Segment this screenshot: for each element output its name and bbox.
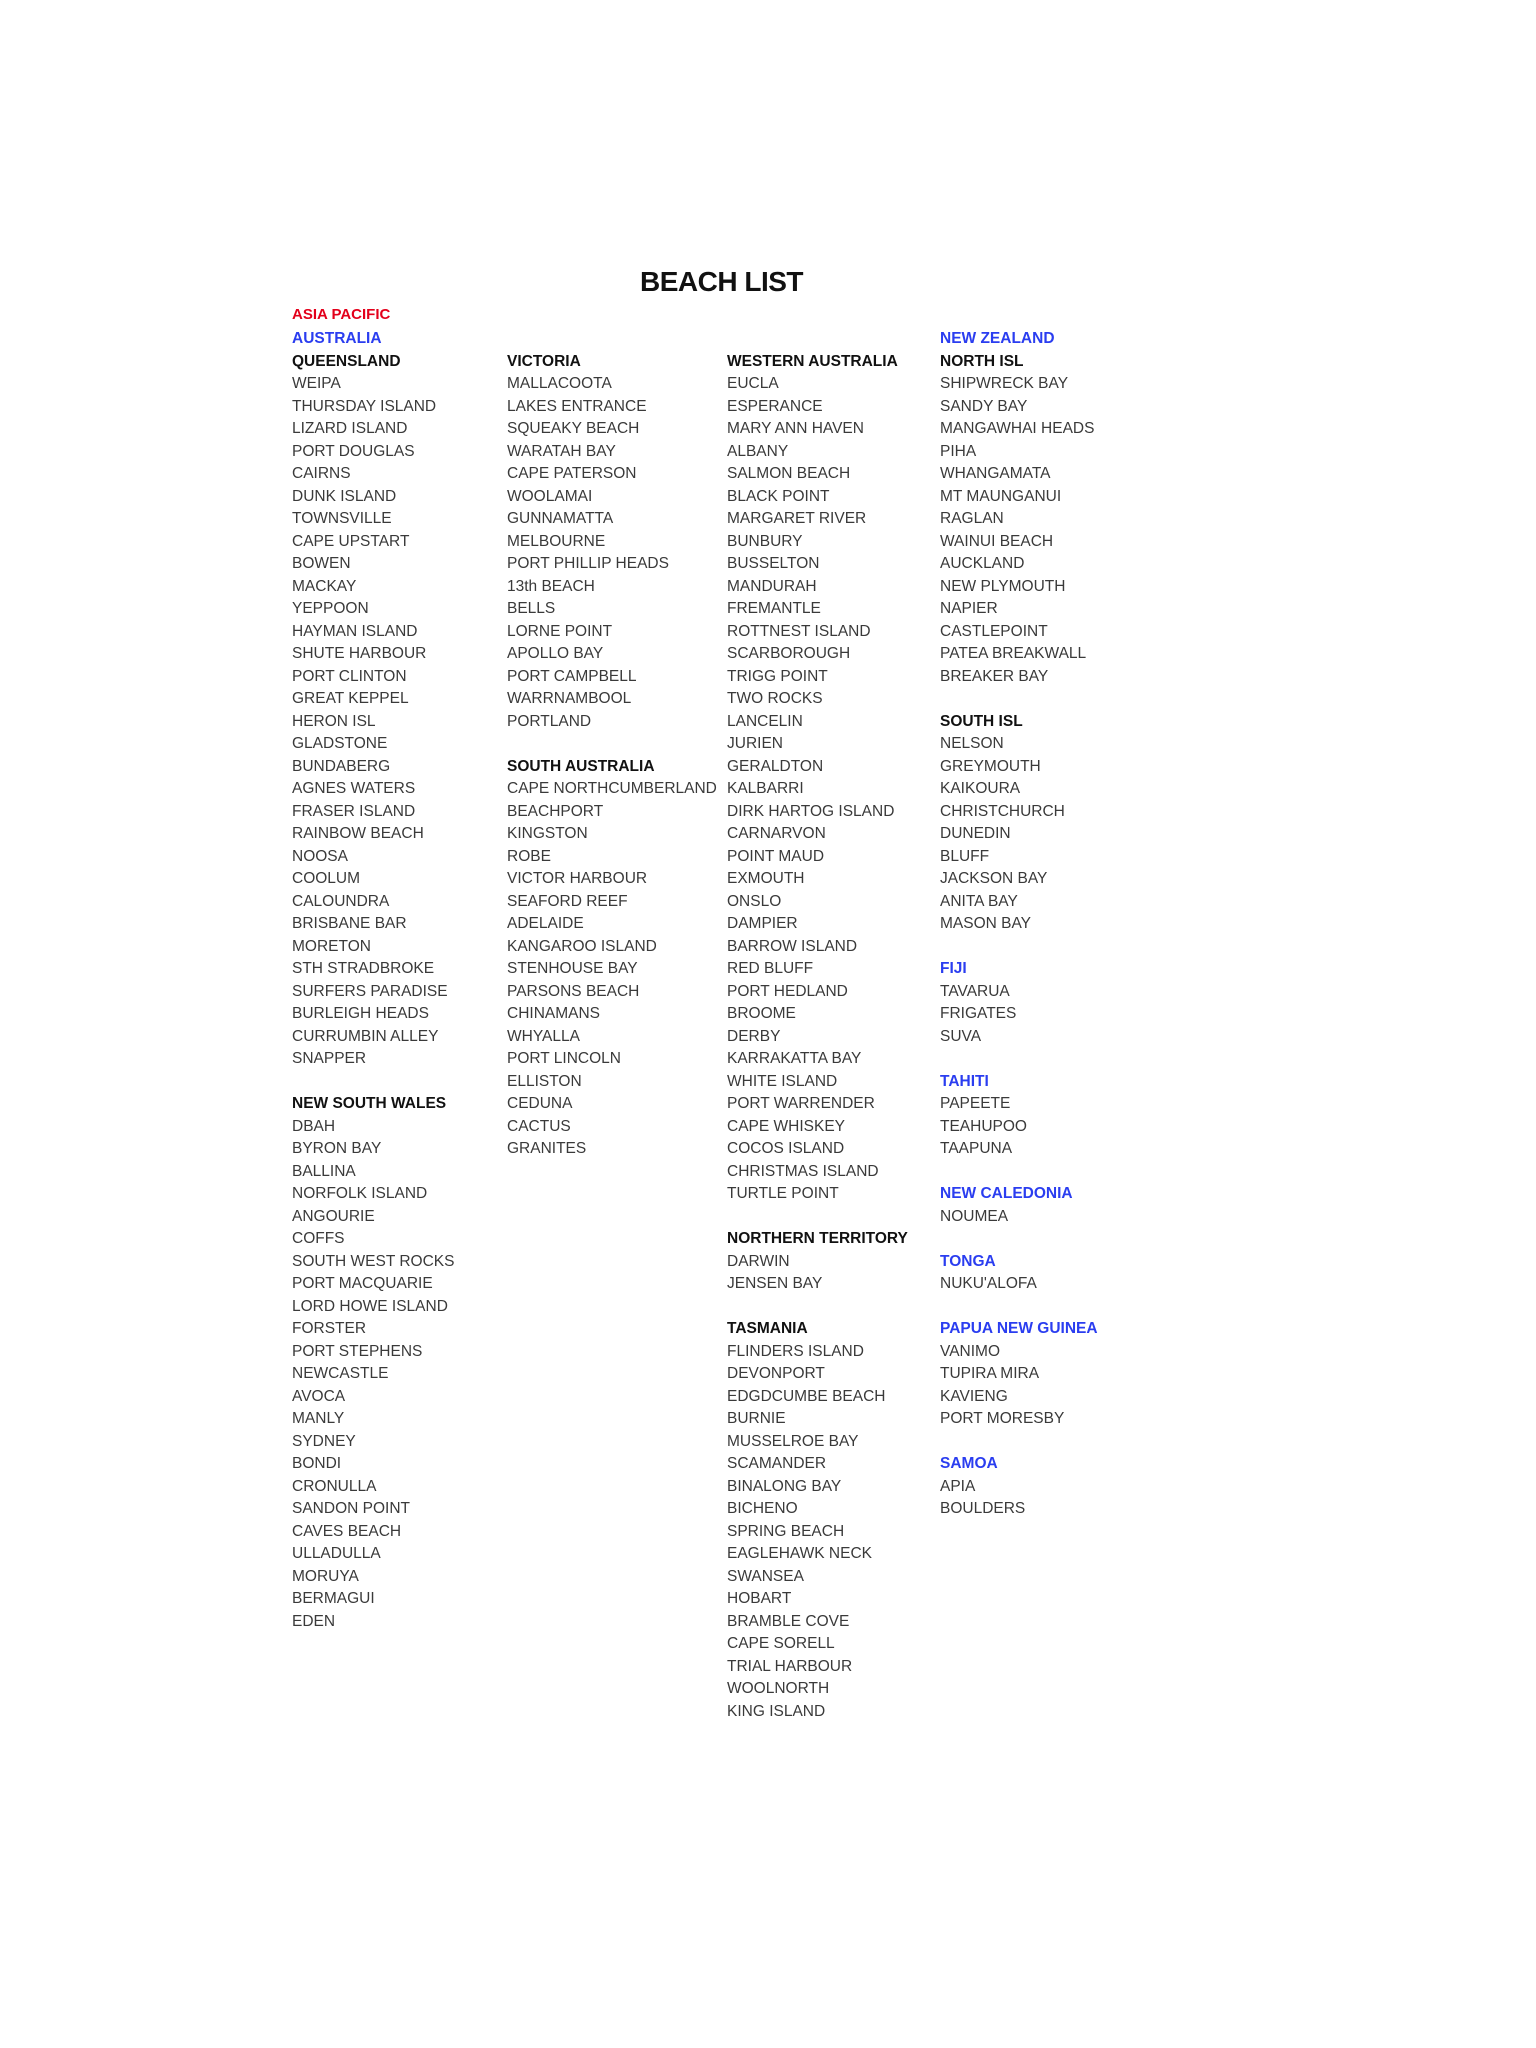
beach-item: TAAPUNA [940, 1140, 1013, 1157]
beach-item: LANCELIN [727, 712, 803, 730]
beach-item: HAYMAN ISLAND [292, 622, 418, 640]
beach-item: BLUFF [940, 847, 990, 865]
beach-item: AGNES WATERS [292, 780, 416, 797]
beach-item: BERMAGUI [292, 1590, 375, 1607]
beach-item: JACKSON BAY [940, 870, 1048, 887]
section-heading: TONGA [940, 1252, 996, 1270]
beach-item: EXMOUTH [727, 870, 805, 887]
beach-item: FRIGATES [940, 1005, 1017, 1022]
beach-item: CAPE WHISKEY [727, 1117, 845, 1135]
beach-item: MANDURAH [727, 577, 817, 595]
beach-item: SANDON POINT [292, 1500, 410, 1517]
beach-item: EAGLEHAWK NECK [727, 1545, 872, 1562]
beach-item: ANITA BAY [940, 892, 1018, 910]
section-heading: TASMANIA [727, 1320, 808, 1337]
beach-item: NUKU'ALOFA [940, 1275, 1037, 1292]
beach-item: HERON ISL [292, 712, 376, 730]
beach-item: DARWIN [727, 1252, 790, 1270]
beach-item: PORT MACQUARIE [292, 1275, 433, 1292]
beach-item: NEWCASTLE [292, 1365, 389, 1382]
section-gap [727, 1296, 908, 1319]
section-heading: SOUTH AUSTRALIA [507, 757, 655, 775]
beach-item: PORT PHILLIP HEADS [507, 555, 669, 572]
beach-item: KANGAROO ISLAND [507, 937, 657, 955]
beach-item: LIZARD ISLAND [292, 420, 408, 437]
beach-item: VANIMO [940, 1342, 1000, 1360]
beach-item: KINGSTON [507, 825, 588, 842]
beach-item: RED BLUFF [727, 960, 814, 977]
beach-item: ELLISTON [507, 1072, 582, 1090]
beach-item: TAVARUA [940, 982, 1010, 1000]
beach-item: BEACHPORT [507, 802, 604, 820]
beach-item: SUVA [940, 1027, 982, 1045]
beach-item: MUSSELROE BAY [727, 1432, 859, 1450]
beach-item: CARNARVON [727, 825, 826, 842]
beach-item: POINT MAUD [727, 847, 825, 865]
beach-item: CACTUS [507, 1117, 571, 1135]
section-gap [940, 1161, 1098, 1184]
beach-item: GREYMOUTH [940, 757, 1041, 775]
beach-item: NAPIER [940, 600, 998, 617]
beach-item: WOOLAMAI [507, 487, 593, 505]
beach-item: GUNNAMATTA [507, 510, 614, 527]
section-gap [940, 936, 1098, 959]
beach-item: BOULDERS [940, 1500, 1026, 1517]
section-heading: FIJI [940, 960, 967, 977]
beach-item: BLACK POINT [727, 487, 830, 505]
section-heading: NORTH ISL [940, 352, 1024, 370]
section-heading: NEW ZEALAND [940, 330, 1055, 347]
heading-spacer [727, 328, 908, 351]
section-heading: QUEENSLAND [292, 352, 401, 370]
beach-item: BROOME [727, 1005, 796, 1022]
beach-item: COFFS [292, 1230, 345, 1247]
beach-item: PORT HEDLAND [727, 982, 848, 1000]
beach-item: ROTTNEST ISLAND [727, 622, 871, 640]
beach-item: MACKAY [292, 577, 357, 595]
beach-item: NOUMEA [940, 1207, 1009, 1225]
beach-item: SCAMANDER [727, 1455, 827, 1472]
beach-item: GREAT KEPPEL [292, 690, 409, 707]
beach-column-4 [940, 328, 1098, 1521]
beach-item: DAMPIER [727, 915, 798, 932]
beach-item: SPRING BEACH [727, 1522, 845, 1540]
section-heading: NEW SOUTH WALES [292, 1095, 447, 1112]
beach-item: HOBART [727, 1590, 792, 1607]
beach-item: BRISBANE BAR [292, 915, 407, 932]
beach-item: MELBOURNE [507, 532, 606, 550]
beach-item: NORFOLK ISLAND [292, 1185, 428, 1202]
beach-item: AUCKLAND [940, 555, 1025, 572]
beach-item: BOWEN [292, 555, 351, 572]
beach-item: KARRAKATTA BAY [727, 1050, 862, 1067]
region-heading: ASIA PACIFIC [292, 306, 391, 323]
beach-item: PATEA BREAKWALL [940, 645, 1087, 662]
beach-item: SQUEAKY BEACH [507, 420, 640, 437]
beach-item: FRASER ISLAND [292, 802, 416, 820]
beach-item: EUCLA [727, 375, 779, 392]
beach-item: TURTLE POINT [727, 1185, 839, 1202]
beach-item: CAPE PATERSON [507, 465, 637, 482]
beach-column-2 [507, 328, 717, 1161]
beach-item: DUNK ISLAND [292, 487, 397, 505]
beach-item: BUNBURY [727, 532, 803, 550]
beach-item: MANGAWHAI HEADS [940, 420, 1095, 437]
beach-item: WHANGAMATA [940, 465, 1051, 482]
beach-item: DBAH [292, 1117, 336, 1135]
section-heading: AUSTRALIA [292, 330, 382, 347]
beach-item: PORT WARRENDER [727, 1095, 875, 1112]
beach-item: PORT CAMPBELL [507, 667, 637, 685]
beach-item: SCARBOROUGH [727, 645, 851, 662]
beach-item: DIRK HARTOG ISLAND [727, 802, 895, 820]
beach-item: SHUTE HARBOUR [292, 645, 427, 662]
beach-item: PARSONS BEACH [507, 982, 640, 1000]
beach-item: BYRON BAY [292, 1140, 382, 1157]
beach-item: JENSEN BAY [727, 1275, 823, 1292]
beach-item: COCOS ISLAND [727, 1140, 845, 1157]
beach-item: GLADSTONE [292, 735, 388, 752]
beach-item: WARATAH BAY [507, 442, 616, 460]
beach-item: MANLY [292, 1410, 345, 1427]
beach-item: BELLS [507, 600, 556, 617]
beach-item: TWO ROCKS [727, 690, 823, 707]
beach-item: DUNEDIN [940, 825, 1011, 842]
section-gap [727, 1206, 908, 1229]
beach-item: LORNE POINT [507, 622, 613, 640]
beach-item: APIA [940, 1477, 976, 1495]
beach-item: BONDI [292, 1455, 342, 1472]
beach-item: AVOCA [292, 1387, 346, 1405]
beach-item: WOOLNORTH [727, 1680, 830, 1697]
section-heading: SOUTH ISL [940, 712, 1023, 730]
beach-item: BUNDABERG [292, 757, 391, 775]
beach-item: GERALDTON [727, 757, 824, 775]
beach-item: CHRISTMAS ISLAND [727, 1162, 879, 1180]
beach-item: WEIPA [292, 375, 341, 392]
beach-item: 13th BEACH [507, 577, 595, 595]
heading-spacer [507, 328, 717, 351]
beach-item: BURLEIGH HEADS [292, 1005, 429, 1022]
section-gap [940, 1228, 1098, 1251]
beach-item: PORT STEPHENS [292, 1342, 423, 1360]
beach-item: STH STRADBROKE [292, 960, 435, 977]
beach-item: BUSSELTON [727, 555, 820, 572]
section-heading: VICTORIA [507, 352, 581, 370]
beach-item: MORUYA [292, 1567, 359, 1585]
beach-item: MT MAUNGANUI [940, 487, 1062, 505]
beach-item: CURRUMBIN ALLEY [292, 1027, 439, 1045]
beach-item: WHYALLA [507, 1027, 580, 1045]
beach-item: SEAFORD REEF [507, 892, 628, 910]
beach-item: PORT MORESBY [940, 1410, 1065, 1427]
beach-item: PORT CLINTON [292, 667, 407, 685]
beach-item: BICHENO [727, 1500, 798, 1517]
beach-item: LAKES ENTRANCE [507, 397, 647, 415]
beach-item: NEW PLYMOUTH [940, 577, 1066, 595]
beach-item: CAPE NORTHCUMBERLAND [507, 780, 717, 797]
beach-item: SALMON BEACH [727, 465, 851, 482]
beach-item: CHRISTCHURCH [940, 802, 1065, 820]
section-heading: SAMOA [940, 1455, 998, 1472]
beach-item: STENHOUSE BAY [507, 960, 638, 977]
beach-item: ROBE [507, 847, 551, 865]
beach-item: SOUTH WEST ROCKS [292, 1252, 455, 1270]
beach-item: DERBY [727, 1027, 781, 1045]
beach-item: BRAMBLE COVE [727, 1612, 850, 1630]
beach-item: KAIKOURA [940, 780, 1021, 797]
beach-item: EDEN [292, 1612, 336, 1630]
beach-item: CAPE SORELL [727, 1635, 835, 1652]
section-gap [940, 1431, 1098, 1454]
beach-item: CRONULLA [292, 1477, 377, 1495]
beach-item: EDGDCUMBE BEACH [727, 1387, 886, 1405]
beach-item: RAINBOW BEACH [292, 825, 424, 842]
section-gap [940, 1048, 1098, 1071]
beach-item: LORD HOWE ISLAND [292, 1297, 448, 1315]
beach-item: TOWNSVILLE [292, 510, 392, 527]
beach-item: MARGARET RIVER [727, 510, 867, 527]
section-gap [940, 688, 1098, 711]
beach-item: TRIAL HARBOUR [727, 1657, 853, 1675]
beach-item: ESPERANCE [727, 397, 823, 415]
beach-item: KALBARRI [727, 780, 804, 797]
beach-item: SNAPPER [292, 1050, 367, 1067]
beach-item: BARROW ISLAND [727, 937, 858, 955]
beach-item: TUPIRA MIRA [940, 1365, 1040, 1382]
beach-item: BURNIE [727, 1410, 786, 1427]
beach-item: SWANSEA [727, 1567, 804, 1585]
beach-item: SURFERS PARADISE [292, 982, 448, 1000]
beach-item: ALBANY [727, 442, 789, 460]
beach-item: PORT DOUGLAS [292, 442, 415, 460]
beach-item: KAVIENG [940, 1387, 1008, 1405]
beach-item: RAGLAN [940, 510, 1004, 527]
beach-item: MORETON [292, 937, 371, 955]
beach-item: CAVES BEACH [292, 1522, 402, 1540]
beach-item: CEDUNA [507, 1095, 573, 1112]
beach-item: GRANITES [507, 1140, 587, 1157]
beach-item: WHITE ISLAND [727, 1072, 838, 1090]
beach-item: BINALONG BAY [727, 1477, 842, 1495]
section-heading: WESTERN AUSTRALIA [727, 352, 898, 370]
beach-item: CASTLEPOINT [940, 622, 1048, 640]
page-title: BEACH LIST [640, 266, 803, 297]
beach-item: WARRNAMBOOL [507, 690, 632, 707]
beach-item: NOOSA [292, 847, 348, 865]
section-heading: TAHITI [940, 1072, 989, 1090]
beach-item: VICTOR HARBOUR [507, 870, 648, 887]
beach-item: WAINUI BEACH [940, 532, 1054, 550]
beach-item: NELSON [940, 735, 1004, 752]
beach-item: THURSDAY ISLAND [292, 397, 437, 415]
beach-item: PORTLAND [507, 712, 592, 730]
beach-column-1 [292, 328, 454, 1633]
beach-item: TRIGG POINT [727, 667, 828, 685]
beach-item: TEAHUPOO [940, 1117, 1027, 1135]
beach-item: BREAKER BAY [940, 667, 1049, 685]
beach-item: SANDY BAY [940, 397, 1028, 415]
beach-item: JURIEN [727, 735, 783, 752]
beach-item: PIHA [940, 442, 977, 460]
beach-item: CAIRNS [292, 465, 351, 482]
beach-item: SYDNEY [292, 1432, 356, 1450]
section-heading: NORTHERN TERRITORY [727, 1230, 908, 1247]
beach-column-3 [727, 328, 908, 1723]
beach-item: FORSTER [292, 1320, 367, 1337]
beach-item: MARY ANN HAVEN [727, 420, 864, 437]
section-gap [292, 1071, 454, 1094]
section-gap [940, 1296, 1098, 1319]
beach-item: ONSLO [727, 892, 782, 910]
beach-item: CALOUNDRA [292, 892, 390, 910]
beach-item: ANGOURIE [292, 1207, 375, 1225]
beach-item: DEVONPORT [727, 1365, 825, 1382]
beach-item: ULLADULLA [292, 1545, 381, 1562]
beach-item: MASON BAY [940, 915, 1032, 932]
beach-item: ADELAIDE [507, 915, 584, 932]
beach-item: CAPE UPSTART [292, 532, 410, 550]
beach-item: YEPPOON [292, 600, 369, 617]
beach-item: BALLINA [292, 1162, 356, 1180]
beach-item: CHINAMANS [507, 1005, 601, 1022]
section-gap [507, 733, 717, 756]
section-heading: PAPUA NEW GUINEA [940, 1320, 1098, 1337]
beach-item: MALLACOOTA [507, 375, 612, 392]
section-heading: NEW CALEDONIA [940, 1185, 1073, 1202]
beach-item: FLINDERS ISLAND [727, 1342, 864, 1360]
beach-item: SHIPWRECK BAY [940, 375, 1069, 392]
beach-item: FREMANTLE [727, 600, 821, 617]
beach-item: KING ISLAND [727, 1702, 826, 1720]
beach-item: COOLUM [292, 870, 361, 887]
beach-item: APOLLO BAY [507, 645, 604, 662]
beach-item: PORT LINCOLN [507, 1050, 621, 1067]
beach-item: PAPEETE [940, 1095, 1011, 1112]
